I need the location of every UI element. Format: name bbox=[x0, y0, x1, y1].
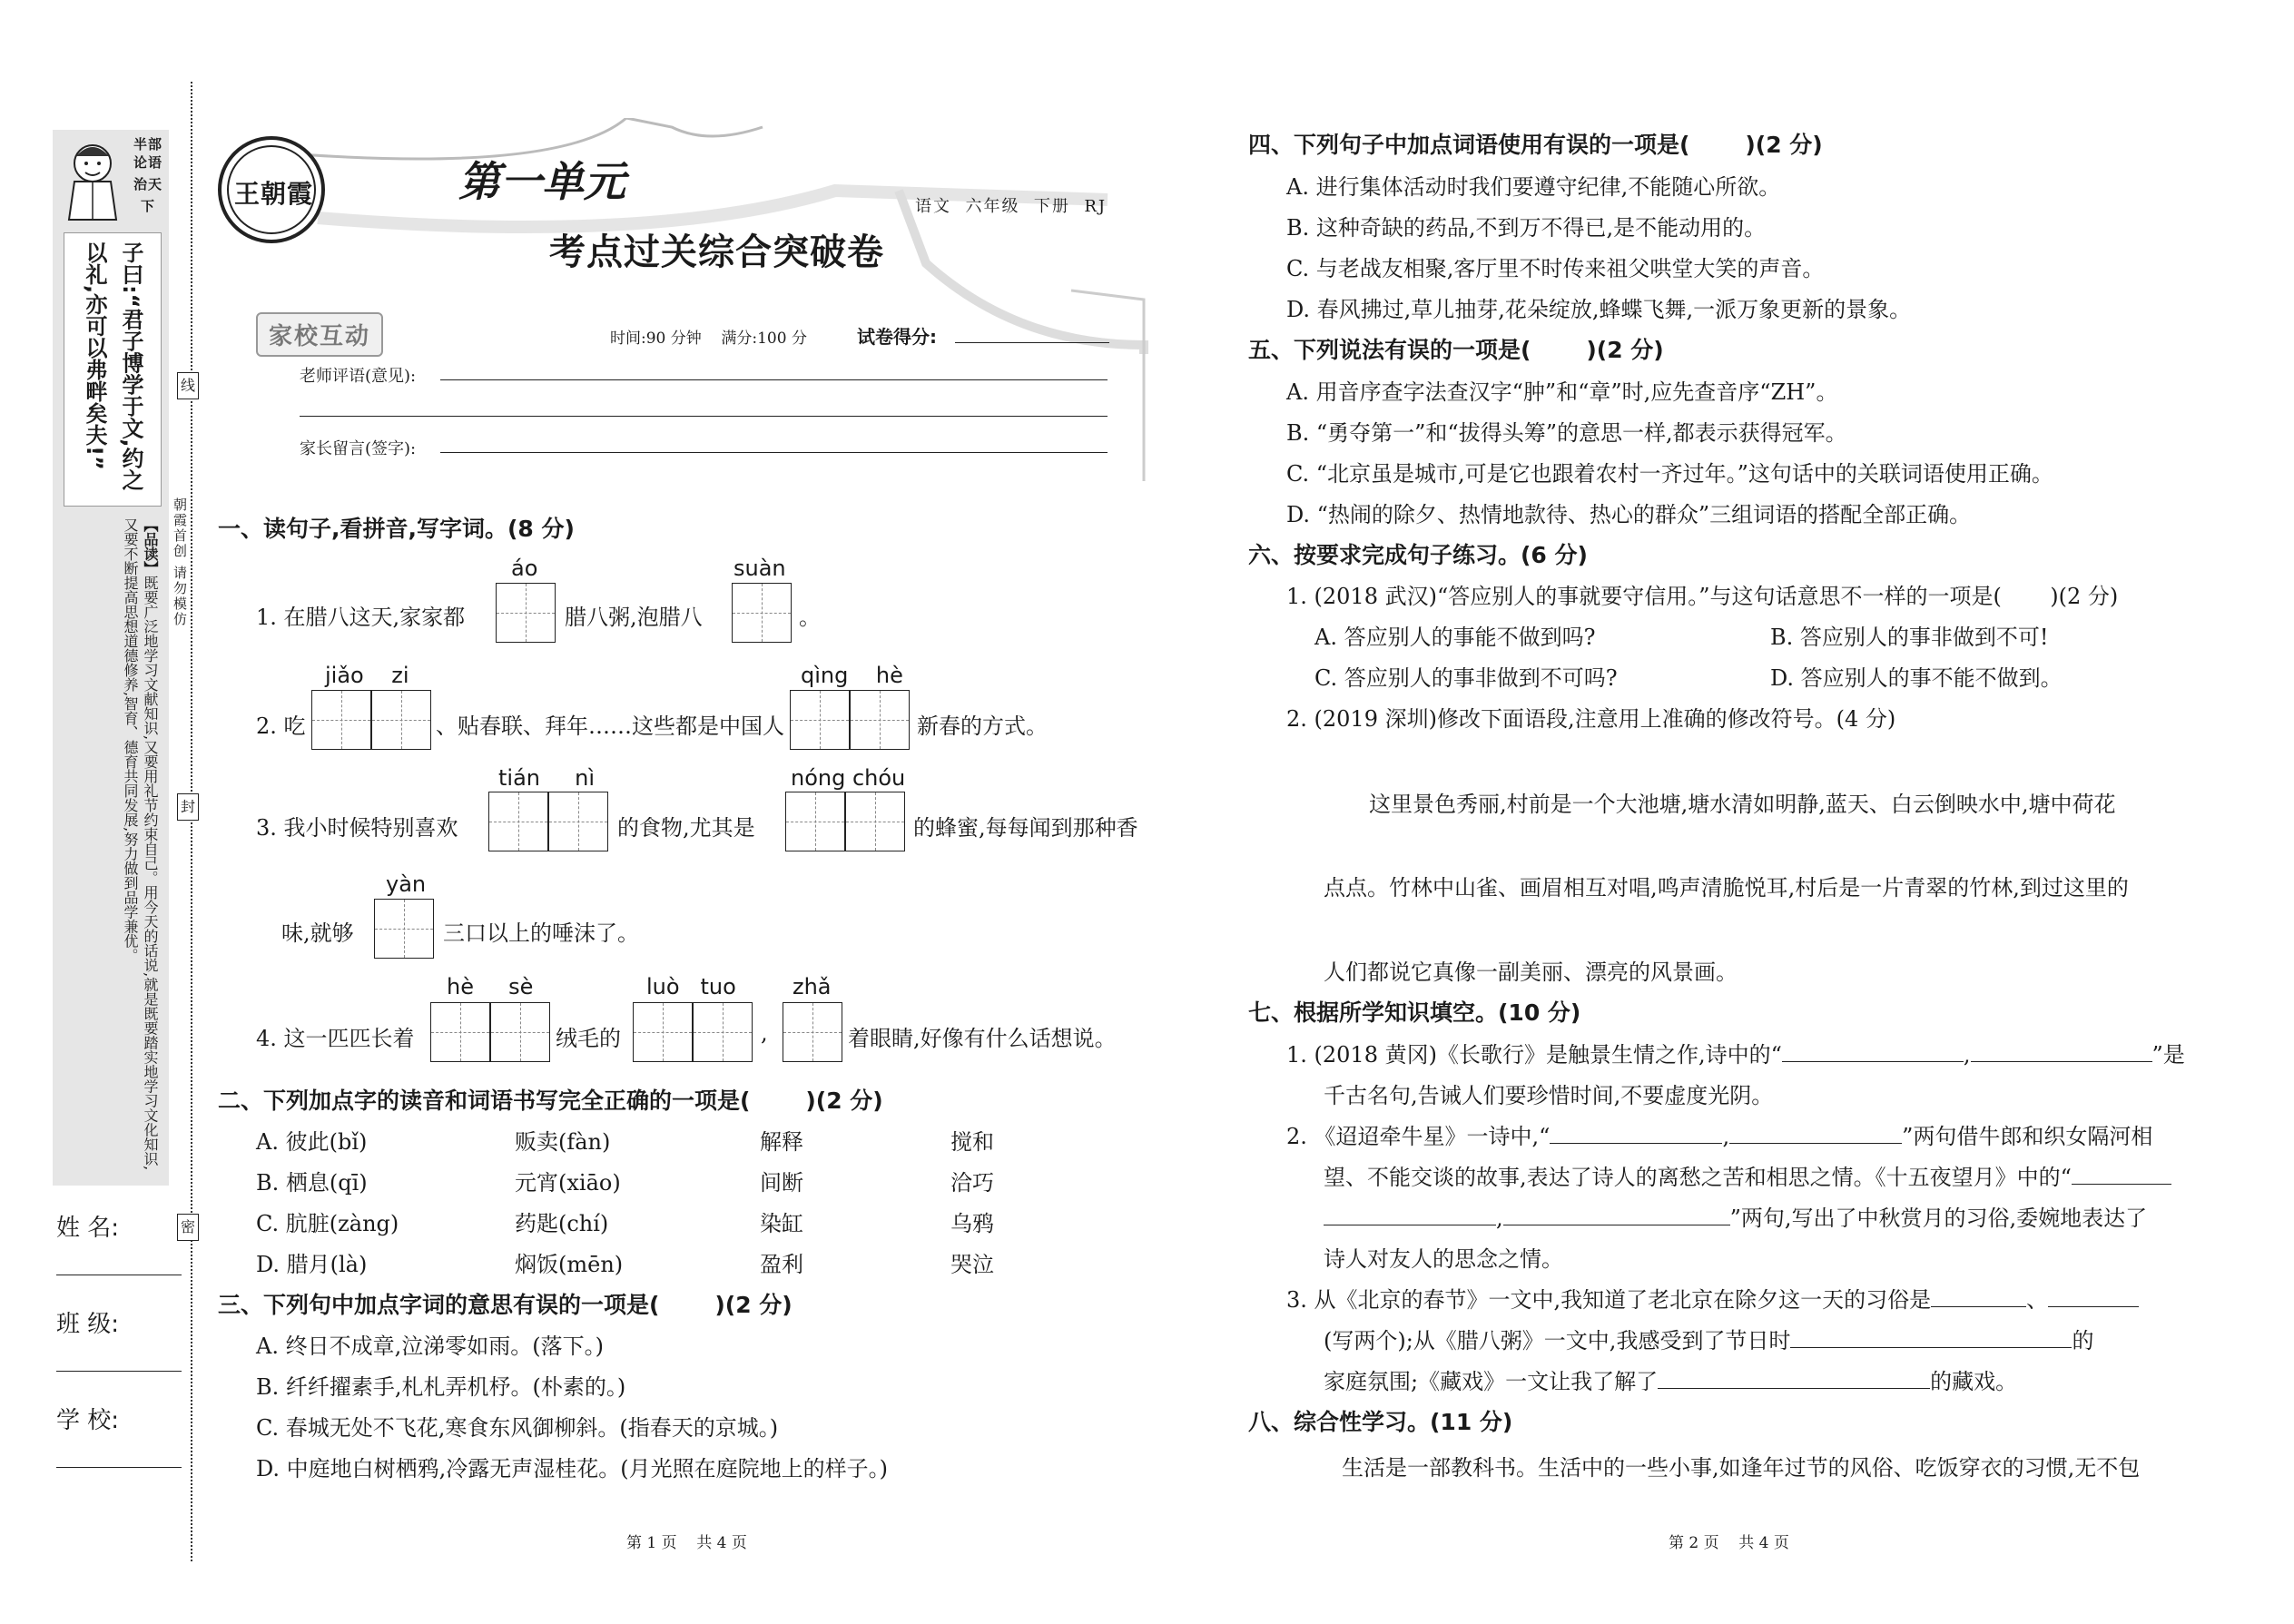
time-info: 时间:90 分钟 满分:100 分 bbox=[610, 330, 807, 348]
s2-row[interactable] bbox=[256, 1246, 1127, 1277]
s2-a-1: A. 彼此(bǐ) bbox=[256, 1129, 368, 1155]
write-box[interactable] bbox=[374, 899, 434, 959]
s4-option-b[interactable]: B. 这种奇缺的药品,不到万不得已,是不能动用的。 bbox=[1286, 215, 1767, 241]
s7-q2-text-b: , bbox=[1722, 1124, 1730, 1149]
section2-title: 二、下列加点字的读音和词语书写完全正确的一项是( )(2 分) bbox=[218, 1088, 883, 1114]
family-school-label bbox=[256, 312, 383, 357]
write-box[interactable] bbox=[488, 792, 548, 851]
write-box[interactable] bbox=[693, 1002, 753, 1062]
s7-q2-text-d: 望、不能交谈的故事,表达了诗人的离愁之苦和相思之情。《十五夜望月》中的“ bbox=[1324, 1165, 2072, 1190]
s2-b-2: 元宵(xiāo) bbox=[515, 1170, 621, 1196]
score-field[interactable] bbox=[955, 342, 1109, 343]
pinyin-qinghe: qìng hè bbox=[801, 663, 903, 688]
s2-c-4: 乌鸦 bbox=[950, 1211, 994, 1236]
s7-q1-line1 bbox=[1286, 1037, 2185, 1068]
s2-d-1: D. 腊月(là) bbox=[256, 1252, 368, 1277]
write-box[interactable] bbox=[732, 583, 792, 643]
class-field[interactable] bbox=[56, 1305, 182, 1378]
s6-q1: 1. (2018 武汉)“答应别人的事就要守信用。”与这句话意思不一样的一项是( )(2 分) bbox=[1286, 584, 2119, 609]
s2-row[interactable] bbox=[256, 1124, 1127, 1155]
fold-line bbox=[191, 82, 192, 1561]
section5-title: 五、下列说法有误的一项是( )(2 分) bbox=[1248, 337, 1664, 363]
pinyin-yan: yàn bbox=[386, 871, 427, 897]
pinyin-tianni: tián nì bbox=[498, 765, 596, 791]
s1-q3-text-e: 三口以上的唾沫了。 bbox=[443, 920, 639, 946]
brand-slogan: 朝霞首创 请勿模仿 bbox=[172, 497, 188, 627]
s3-option-d[interactable]: D. 中庭地白树栖鸦,冷露无声湿桂花。(月光照在庭院地上的样子。) bbox=[256, 1456, 888, 1481]
write-box[interactable] bbox=[850, 690, 910, 750]
pinyin-nongchou: nóng chóu bbox=[791, 765, 906, 791]
s5-option-a[interactable]: A. 用音序查字法查汉字“肿”和“章”时,应先查音序“ZH”。 bbox=[1286, 379, 1838, 405]
pinyin-suan: suàn bbox=[733, 556, 786, 581]
school-field[interactable] bbox=[56, 1402, 182, 1474]
s6-q1-option-c[interactable]: C. 答应别人的事非做到不可吗? bbox=[1314, 665, 1618, 691]
write-box[interactable] bbox=[430, 1002, 490, 1062]
pinyin-hese: hè sè bbox=[447, 974, 534, 999]
s1-q2-text-b: 、贴春联、拜年……这些都是中国人 bbox=[436, 714, 784, 739]
s7-q3-text-f: 的藏戏。 bbox=[1930, 1369, 2018, 1394]
brand-logo-text: 王朝霞 bbox=[234, 179, 314, 209]
s3-option-c[interactable]: C. 春城无处不飞花,寒食东风御柳斜。(指春天的京城。) bbox=[256, 1415, 779, 1441]
s7-q1-text-b: , bbox=[1963, 1042, 1971, 1068]
pinyin-zha: zhǎ bbox=[793, 974, 832, 999]
answer-blank[interactable] bbox=[1782, 1039, 1964, 1062]
s4-option-d[interactable]: D. 春风拂过,草儿抽芽,花朵绽放,蜂蝶飞舞,一派万象更新的景象。 bbox=[1286, 297, 1912, 322]
s8-paragraph: 生活是一部教科书。生活中的一些小事,如逢年过节的风俗、吃饭穿衣的习惯,无不包 bbox=[1342, 1455, 2141, 1481]
s2-row[interactable] bbox=[256, 1165, 1127, 1196]
answer-blank[interactable] bbox=[1790, 1325, 2072, 1348]
name-field-label: 姓 名: bbox=[56, 1215, 120, 1242]
section3-title: 三、下列句中加点字词的意思有误的一项是( )(2 分) bbox=[218, 1292, 793, 1318]
answer-blank[interactable] bbox=[1931, 1284, 2026, 1307]
s3-option-a[interactable]: A. 终日不成章,泣涕零如雨。(落下。) bbox=[256, 1334, 604, 1359]
s2-row[interactable] bbox=[256, 1206, 1127, 1236]
motto-char: 部 bbox=[148, 136, 162, 153]
s1-q4-text-a: 4. 这一匹匹长着 bbox=[256, 1026, 415, 1051]
fold-mark-mi: 密 bbox=[177, 1214, 199, 1241]
s2-b-3: 间断 bbox=[760, 1170, 803, 1196]
s5-option-b[interactable]: B. “勇夺第一”和“拔得头筹”的意思一样,都表示获得冠军。 bbox=[1286, 420, 1847, 446]
s5-option-c[interactable]: C. “北京虽是城市,可是它也跟着农村一齐过年。”这句话中的关联词语使用正确。 bbox=[1286, 461, 2053, 487]
motto-char: 论 bbox=[133, 154, 148, 171]
school-field-label: 学 校: bbox=[56, 1407, 120, 1434]
s6-passage-line1: 这里景色秀丽,村前是一个大池塘,塘水清如明静,蓝天、白云倒映水中,塘中荷花 bbox=[1369, 792, 2116, 817]
family-school-text: 家校互动 bbox=[269, 323, 371, 350]
answer-blank[interactable] bbox=[1729, 1121, 1902, 1144]
s1-q4-text-b: 绒毛的 bbox=[556, 1026, 621, 1051]
page2-footer: 第 2 页 共 4 页 bbox=[1669, 1534, 1789, 1552]
write-box[interactable] bbox=[496, 583, 556, 643]
unit-title: 第一单元 bbox=[458, 157, 625, 206]
grade-tag: 语文 六年级 下册 RJ bbox=[915, 197, 1108, 216]
s7-q3-text-e: 家庭氛围;《藏戏》一文让我了解了 bbox=[1324, 1369, 1659, 1394]
exam-title: 考点过关综合突破卷 bbox=[549, 231, 884, 273]
write-box[interactable] bbox=[371, 690, 431, 750]
s7-q3-text-a: 3. 从《北京的春节》一文中,我知道了老北京在除夕这一天的习俗是 bbox=[1286, 1287, 1932, 1313]
s6-q1-option-a[interactable]: A. 答应别人的事能不做到吗? bbox=[1314, 625, 1596, 650]
answer-blank[interactable] bbox=[2048, 1284, 2139, 1307]
s7-q3-text-c: (写两个);从《腊八粥》一文中,我感受到了节日时 bbox=[1324, 1328, 1791, 1353]
s7-q3-line1 bbox=[1286, 1282, 2139, 1314]
write-box[interactable] bbox=[785, 792, 845, 851]
motto-char: 天 bbox=[148, 176, 162, 192]
s2-d-4: 哭泣 bbox=[950, 1252, 994, 1277]
parent-message-field[interactable] bbox=[440, 452, 1108, 453]
confucius-cartoon-icon bbox=[58, 136, 127, 223]
write-box[interactable] bbox=[783, 1002, 842, 1062]
pinyin-jiaozi: jiǎo zi bbox=[325, 663, 409, 688]
motto-char: 半 bbox=[133, 136, 148, 153]
write-box[interactable] bbox=[548, 792, 608, 851]
s7-q3-text-b: 、 bbox=[2026, 1287, 2049, 1313]
s1-q1-text-b: 腊八粥,泡腊八 bbox=[565, 605, 703, 630]
s7-q2-line4: 诗人对友人的思念之情。 bbox=[1324, 1246, 1563, 1272]
s5-option-d[interactable]: D. “热闹的除夕、热情地款待、热心的群众”三组词语的搭配全部正确。 bbox=[1286, 502, 1972, 527]
answer-blank[interactable] bbox=[2072, 1162, 2171, 1185]
answer-blank[interactable] bbox=[1324, 1203, 1496, 1225]
teacher-comment-field[interactable] bbox=[440, 379, 1108, 380]
fold-mark-feng: 封 bbox=[177, 793, 199, 821]
s2-a-3: 解释 bbox=[760, 1129, 803, 1155]
pinyin-luotuo: luò tuo bbox=[646, 974, 736, 999]
s6-q2: 2. (2019 深圳)修改下面语段,注意用上准确的修改符号。(4 分) bbox=[1286, 706, 1896, 732]
parent-message-label: 家长留言(签字): bbox=[300, 439, 417, 458]
s7-q3-line2 bbox=[1324, 1323, 2093, 1354]
s7-q2-text-e: , bbox=[1496, 1206, 1503, 1231]
s4-option-a[interactable]: A. 进行集体活动时我们要遵守纪律,不能随心所欲。 bbox=[1286, 174, 1781, 200]
s2-a-4: 搅和 bbox=[950, 1129, 994, 1155]
write-box[interactable] bbox=[845, 792, 905, 851]
s2-c-1: C. 肮脏(zàng) bbox=[256, 1211, 399, 1236]
s2-b-4: 洽巧 bbox=[950, 1170, 994, 1196]
write-box[interactable] bbox=[633, 1002, 693, 1062]
s6-passage-line3: 人们都说它真像一副美丽、漂亮的风景画。 bbox=[1324, 960, 1738, 985]
s1-q3-text-c: 的蜂蜜,每每闻到那种香 bbox=[913, 815, 1138, 841]
s1-q1-text-a: 1. 在腊八这天,家家都 bbox=[256, 605, 466, 630]
s1-q3-text-b: 的食物,尤其是 bbox=[617, 815, 755, 841]
motto-char: 治 bbox=[133, 176, 148, 192]
s6-q1-option-b[interactable]: B. 答应别人的事非做到不可! bbox=[1770, 625, 2049, 650]
motto-box bbox=[132, 136, 164, 227]
s2-d-2: 焖饭(mēn) bbox=[515, 1252, 624, 1277]
pinyin-ao: áo bbox=[511, 556, 538, 581]
write-box[interactable] bbox=[790, 690, 850, 750]
s2-c-2: 药匙(chí) bbox=[515, 1211, 609, 1236]
s1-q2-text-a: 2. 吃 bbox=[256, 714, 306, 739]
s7-q2-line1 bbox=[1286, 1118, 2152, 1150]
pindu-text bbox=[69, 517, 160, 1171]
s2-c-3: 染缸 bbox=[760, 1211, 803, 1236]
s6-passage-line2: 点点。竹林中山雀、画眉相互对唱,鸣声清脆悦耳,村后是一片青翠的竹林,到过这里的 bbox=[1324, 875, 2129, 901]
confucius-quote: 子曰:“君子博学于文,约之以礼,亦可以弗畔矣夫!” bbox=[82, 241, 143, 491]
s7-q2-text-c: ”两句借牛郎和织女隔河相 bbox=[1902, 1124, 2153, 1149]
answer-blank[interactable] bbox=[1971, 1039, 2152, 1062]
header-ribbon bbox=[200, 118, 1180, 481]
answer-blank[interactable] bbox=[1503, 1203, 1730, 1225]
s1-q2-text-c: 新春的方式。 bbox=[917, 714, 1048, 739]
s4-option-c[interactable]: C. 与老战友相聚,客厅里不时传来祖父哄堂大笑的声音。 bbox=[1286, 256, 1825, 281]
s1-q4-text-c: , bbox=[761, 1020, 768, 1046]
pindu-body: 既要广泛地学习文献知识,又要用礼节约束自己。用今天的话说,就是既要踏实地学习文化知识,又要不断提高思想道德修养,智育、德育共同发展,努力做到品学兼优。 bbox=[122, 517, 159, 1171]
name-field[interactable] bbox=[56, 1209, 182, 1282]
section4-title: 四、下列句子中加点词语使用有误的一项是( )(2 分) bbox=[1248, 132, 1823, 158]
s7-q2-text-f: ”两句,写出了中秋赏月的习俗,委婉地表达了 bbox=[1729, 1206, 2148, 1231]
s7-q1-line2: 千古名句,告诫人们要珍惜时间,不要虚度光阴。 bbox=[1324, 1083, 1774, 1108]
s6-q1-option-d[interactable]: D. 答应别人的事不能不做到。 bbox=[1770, 665, 2063, 691]
s7-q2-line2 bbox=[1324, 1159, 2171, 1191]
motto-char: 下 bbox=[141, 198, 155, 214]
score-label: 试卷得分: bbox=[857, 326, 937, 348]
section1-title: 一、读句子,看拼音,写字词。(8 分) bbox=[218, 516, 575, 542]
s7-q1-text-c: ”是 bbox=[2151, 1042, 2185, 1068]
fold-mark-xian: 线 bbox=[177, 372, 199, 399]
brand-logo bbox=[218, 136, 325, 243]
s7-q3-text-d: 的 bbox=[2072, 1328, 2094, 1353]
s7-q2-line3 bbox=[1324, 1200, 2147, 1232]
s7-q3-line3 bbox=[1324, 1363, 2017, 1395]
s7-q2-text-a: 2. 《迢迢牵牛星》一诗中,“ bbox=[1286, 1124, 1551, 1149]
s2-a-2: 贩卖(fàn) bbox=[515, 1129, 611, 1155]
s2-b-1: B. 栖息(qī) bbox=[256, 1170, 368, 1196]
teacher-comment-label: 老师评语(意见): bbox=[300, 367, 417, 386]
answer-blank[interactable] bbox=[1550, 1121, 1722, 1144]
s1-q3-text-a: 3. 我小时候特别喜欢 bbox=[256, 815, 458, 841]
s1-q3-text-d: 味,就够 bbox=[281, 920, 354, 946]
write-box[interactable] bbox=[490, 1002, 550, 1062]
s7-q1-text-a: 1. (2018 黄冈)《长歌行》是触景生情之作,诗中的“ bbox=[1286, 1042, 1782, 1068]
pindu-label: 【品读】 bbox=[142, 517, 159, 576]
teacher-comment-field-2[interactable] bbox=[300, 416, 1108, 417]
s2-d-3: 盈利 bbox=[760, 1252, 803, 1277]
motto-char: 语 bbox=[148, 154, 162, 171]
write-box[interactable] bbox=[311, 690, 371, 750]
s3-option-b[interactable]: B. 纤纤擢素手,札札弄机杼。(朴素的。) bbox=[256, 1374, 626, 1400]
answer-blank[interactable] bbox=[1658, 1366, 1930, 1389]
s1-q4-text-d: 着眼睛,好像有什么话想说。 bbox=[848, 1026, 1117, 1051]
section8-title: 八、综合性学习。(11 分) bbox=[1248, 1409, 1513, 1435]
page1-footer: 第 1 页 共 4 页 bbox=[626, 1534, 747, 1552]
s1-q1-text-c: 。 bbox=[799, 605, 821, 630]
class-field-label: 班 级: bbox=[56, 1311, 120, 1338]
section6-title: 六、按要求完成句子练习。(6 分) bbox=[1248, 542, 1588, 568]
section7-title: 七、根据所学知识填空。(10 分) bbox=[1248, 999, 1581, 1026]
